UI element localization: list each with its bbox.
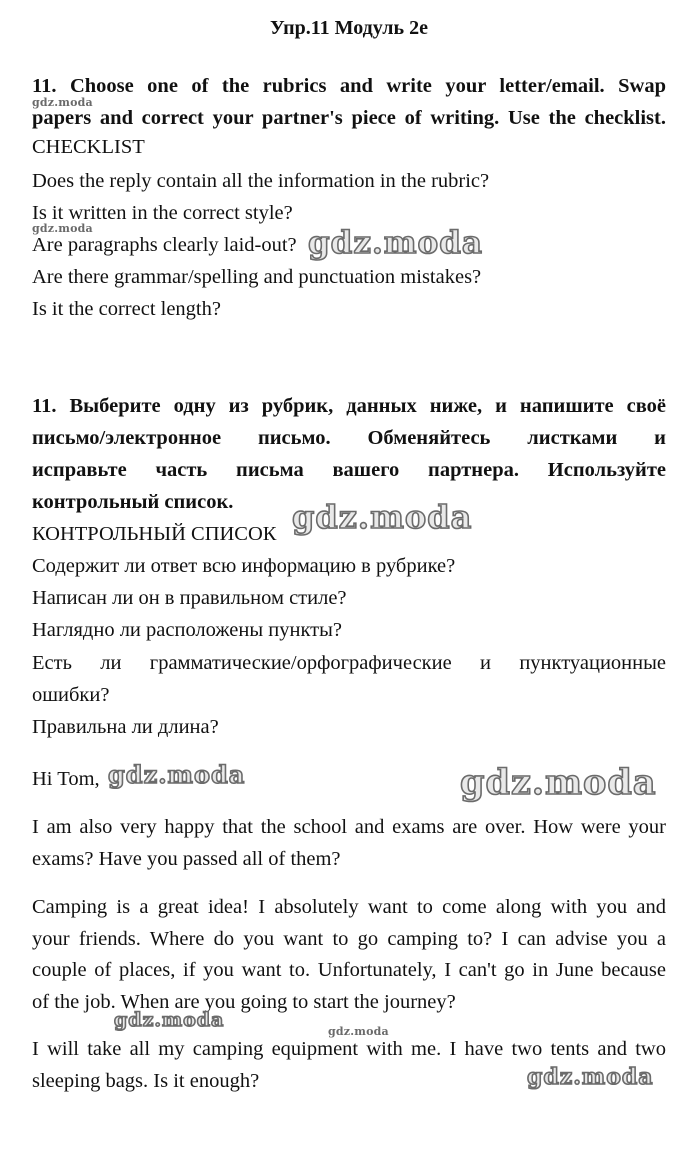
english-checklist-item: Are paragraphs clearly laid-out? xyxy=(32,234,297,256)
russian-checklist-item: Содержит ли ответ всю информацию в рубрике? xyxy=(32,555,456,577)
paragraph-line: sleeping bags. Is it enough? xyxy=(32,1069,260,1092)
paragraph-line: exams? Have you passed all of them? xyxy=(32,847,341,870)
paragraph-line: of the job. When are you going to start the journey? xyxy=(32,990,456,1013)
english-checklist-item: Is it the correct length? xyxy=(32,298,221,320)
russian-task-line-1: 11. Выберите одну из рубрик, данных ниже, и напишите своё xyxy=(32,395,666,417)
watermark-large: gdz.moda xyxy=(527,1064,654,1090)
english-checklist-heading: CHECKLIST xyxy=(32,136,145,158)
watermark-large: gdz.moda xyxy=(108,760,246,789)
watermark-small: gdz.moda xyxy=(328,1025,389,1038)
russian-task-line-2: письмо/электронное письмо. Обменяйтесь листками и xyxy=(32,427,666,449)
page-title: Упр.11 Модуль 2e xyxy=(270,17,428,39)
russian-checklist-item: Есть ли грамматические/орфографические и пунктуационные xyxy=(32,652,666,674)
letter-paragraph-2 xyxy=(32,892,666,1018)
russian-checklist-heading: КОНТРОЛЬНЫЙ СПИСОК xyxy=(32,523,277,545)
english-checklist-item: Does the reply contain all the information in the rubric? xyxy=(32,170,490,192)
russian-checklist-item: ошибки? xyxy=(32,684,110,706)
russian-task-line-3: исправьте часть письма вашего партнера. Используйте xyxy=(32,459,666,481)
english-checklist-item: Is it written in the correct style? xyxy=(32,202,293,224)
watermark-large: gdz.moda xyxy=(292,498,473,536)
paragraph-line: your friends. Where do you want to go camping to? I can advise you a xyxy=(32,927,666,950)
russian-checklist-item: Наглядно ли расположены пункты? xyxy=(32,619,342,641)
watermark-small: gdz.moda xyxy=(32,222,93,235)
letter-greeting: Hi Tom, xyxy=(32,768,100,790)
english-checklist-item: Are there grammar/spelling and punctuation mistakes? xyxy=(32,266,482,288)
watermark-large: gdz.moda xyxy=(308,225,483,261)
paragraph-line: Camping is a great idea! I absolutely want to come along with you and xyxy=(32,896,666,918)
watermark-large: gdz.moda xyxy=(460,762,657,803)
russian-checklist-item: Правильна ли длина? xyxy=(32,716,219,738)
english-task-line-2: papers and correct your partner's piece of writing. Use the checklist. xyxy=(32,107,666,129)
russian-task-line-4: контрольный список. xyxy=(32,491,234,513)
russian-checklist-item: Написан ли он в правильном стиле? xyxy=(32,587,347,609)
paragraph-line: couple of places, if you want to. Unfortunately, I can't go in June because xyxy=(32,959,666,981)
paragraph-line: I am also very happy that the school and exams are over. How were your xyxy=(32,816,666,838)
english-task-line-1: 11. Choose one of the rubrics and write your letter/email. Swap xyxy=(32,75,666,97)
watermark-small: gdz.moda xyxy=(32,96,93,109)
watermark-large: gdz.moda xyxy=(114,1009,225,1031)
paragraph-line: I will take all my camping equipment with me. I have two tents and two xyxy=(32,1038,666,1060)
letter-paragraph-1 xyxy=(32,812,666,875)
